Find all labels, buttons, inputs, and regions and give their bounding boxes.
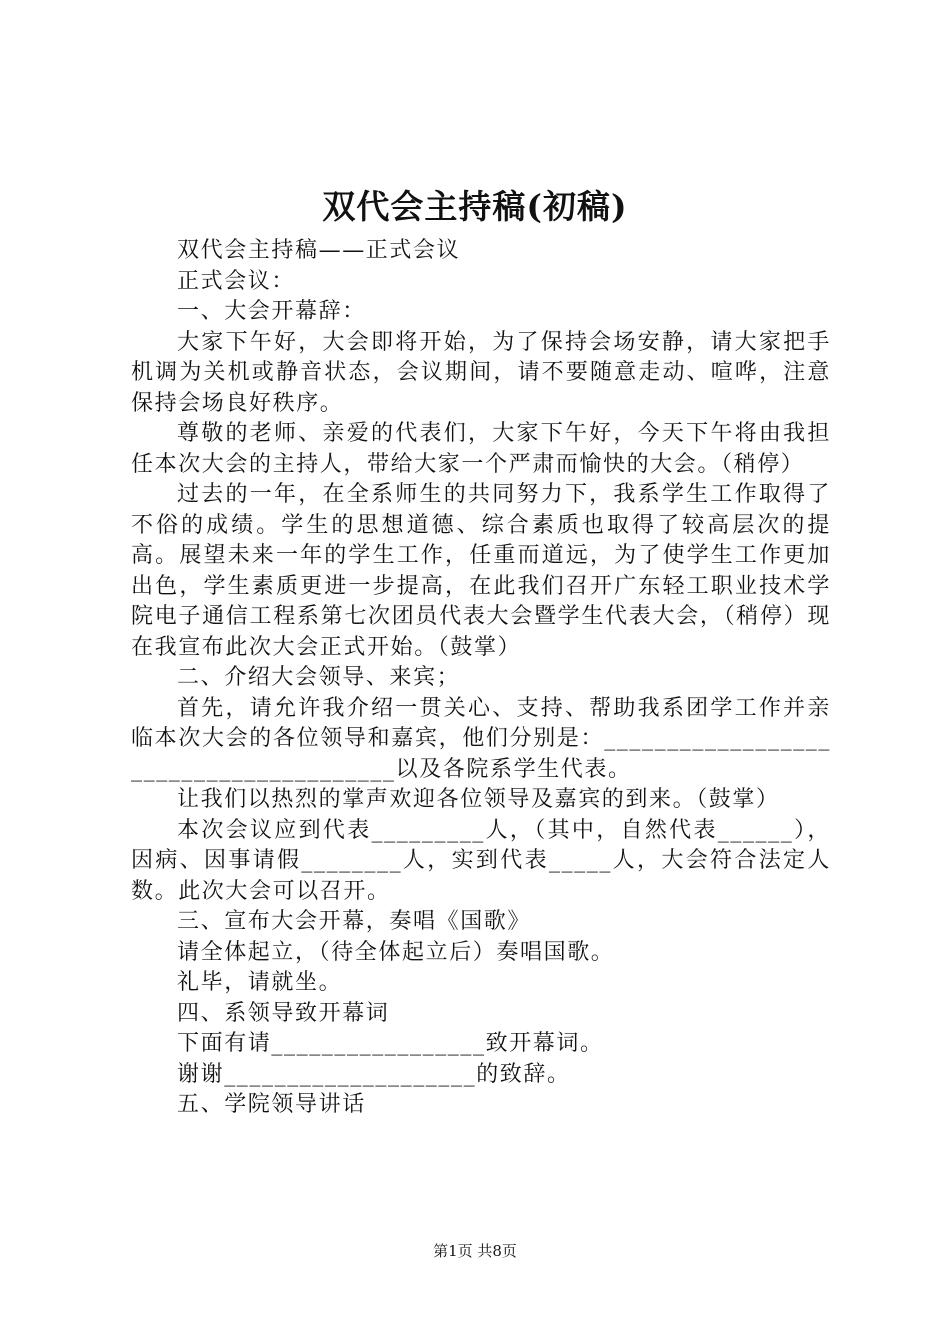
paragraph: 大家下午好，大会即将开始，为了保持会场安静，请大家把手机调为关机或静音状态，会议期间，请不要随意走动、喧哗，注意保持会场良好秩序。 — [131, 329, 831, 416]
paragraph: 五、学院领导讲话 — [177, 1092, 366, 1117]
paragraph: 尊敬的老师、亲爱的代表们，大家下午好，今天下午将由我担任本次大会的主持人，带给大家一个严肃而愉快的大会。（稍停） — [131, 421, 831, 477]
paragraph: 四、系领导致开幕词 — [177, 1000, 390, 1026]
paragraph: 一、大会开幕辞： — [177, 299, 366, 324]
paragraph: 二、介绍大会领导、来宾； — [177, 665, 461, 690]
paragraph: 下面有请_________________致开幕词。 — [177, 1031, 604, 1056]
document-body — [131, 236, 831, 1121]
paragraph: 过去的一年，在全系师生的共同努力下，我系学生工作取得了不俗的成绩。学生的思想道德、综合素质也取得了较高层次的提高。展望未来一年的学生工作，任重而道远，为了使学生工作更加出色，学生素质更进一步提高，在此我们召开广东轻工职业技术学院电子通信工程系第七次团员代表大会暨学生代表大会，（稍停）现在我宣布此次大会正式开始。（鼓掌） — [131, 482, 831, 660]
paragraph: 双代会主持稿——正式会议 — [177, 238, 461, 263]
document-title: 双代会主持稿(初稿) — [322, 187, 628, 226]
paragraph: 让我们以热烈的掌声欢迎各位领导及嘉宾的到来。（鼓掌） — [177, 787, 780, 812]
paragraph: 三、宣布大会开幕，奏唱《国歌》 — [177, 909, 532, 934]
paragraph: 正式会议： — [177, 268, 296, 294]
paragraph: 本次会议应到代表_________人，（其中，自然代表______），因病、因事请假________人，实到代表_____人，大会符合法定人数。此次大会可以召开。 — [131, 817, 831, 904]
paragraph: 首先，请允许我介绍一贯关心、支持、帮助我系团学工作并亲临本次大会的各位领导和嘉宾，他们分别是：_______________________________________以及各院系学生代表。 — [131, 695, 831, 782]
paragraph: 谢谢____________________的致辞。 — [177, 1061, 571, 1087]
page-footer: 第1页 共8页 — [433, 1242, 517, 1260]
paragraph: 请全体起立，（待全体起立后）奏唱国歌。 — [177, 939, 615, 965]
paragraph: 礼毕，请就坐。 — [177, 970, 343, 995]
